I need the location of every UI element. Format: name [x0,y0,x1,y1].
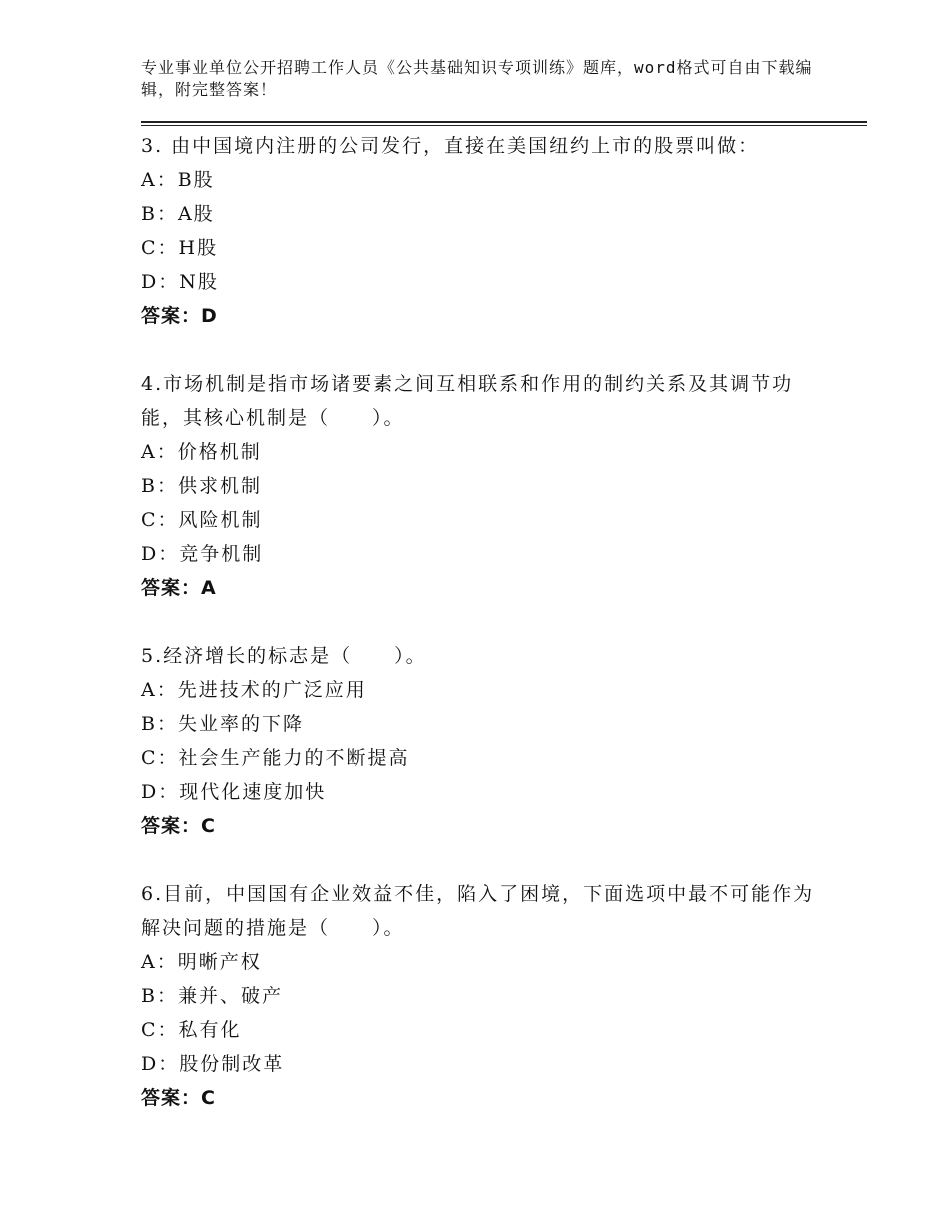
question-text: 3. 由中国境内注册的公司发行，直接在美国纽约上市的股票叫做： [141,135,760,157]
question-text: 5.经济增长的标志是（ ）。 [141,645,427,667]
header-rule-thin [141,125,867,126]
question-6 [141,877,821,1115]
answer-line: 答案：C [141,1087,216,1109]
document-header: 专业事业单位公开招聘工作人员《公共基础知识专项训练》题库，word格式可自由下载编辑，附完整答案！ [141,58,813,99]
answer-line: 答案：C [141,815,216,837]
question-list [141,129,821,1115]
option-d: D：股份制改革 [141,1053,285,1075]
option-d: D：N股 [141,271,219,293]
option-b: B：供求机制 [141,475,262,497]
option-c: C：H股 [141,237,219,259]
header-rule-thick [141,121,867,123]
option-b: B：A股 [141,203,215,225]
option-d: D：现代化速度加快 [141,781,327,803]
question-5 [141,639,821,843]
question-4 [141,367,821,605]
option-b: B：失业率的下降 [141,713,304,735]
option-a: A：明晰产权 [141,951,262,973]
option-a: A：价格机制 [141,441,262,463]
question-text: 4.市场机制是指市场诸要素之间互相联系和作用的制约关系及其调节功能，其核心机制是（ ）。 [141,373,794,429]
question-text: 6.目前，中国国有企业效益不佳，陷入了困境，下面选项中最不可能作为解决问题的措施是（ ）。 [141,883,815,939]
answer-line: 答案：D [141,305,218,327]
option-d: D：竞争机制 [141,543,264,565]
question-3 [141,129,821,333]
option-c: C：私有化 [141,1019,242,1041]
option-a: A：B股 [141,169,215,191]
option-c: C：社会生产能力的不断提高 [141,747,410,769]
option-c: C：风险机制 [141,509,263,531]
option-b: B：兼并、破产 [141,985,283,1007]
option-a: A：先进技术的广泛应用 [141,679,367,701]
answer-line: 答案：A [141,577,217,599]
